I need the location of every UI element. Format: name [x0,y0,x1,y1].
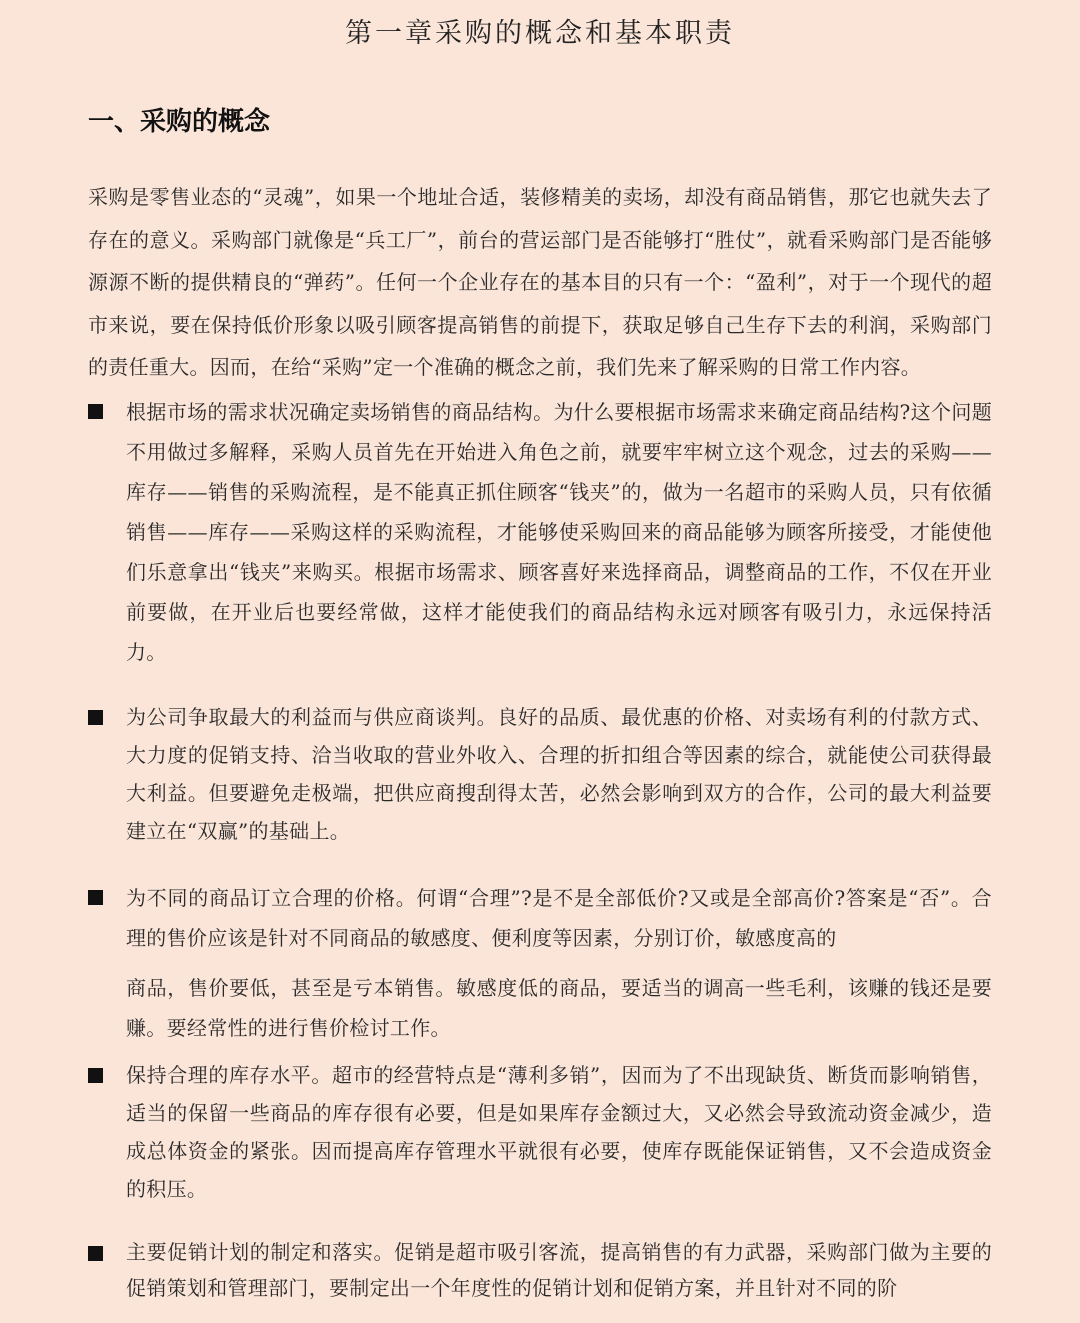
document-title: 第一章采购的概念和基本职责 [345,18,735,49]
duties-list [88,392,992,1306]
section-heading: 一、采购的概念 [88,107,271,137]
list-item [88,1234,992,1306]
list-item [88,1056,992,1208]
list-item [88,698,992,850]
intro-paragraph: 采购是零售业态的“灵魂”，如果一个地址合适，装修精美的卖场，却没有商品销售，那它也就失去了存在的意义。采购部门就像是“兵工厂”，前台的营运部门是否能够打“胜仗”，就看采购部门是否能够源源不断的提供精良的“弹药”。任何一个企业存在的基本目的只有一个：“盈利”，对于一个现代的超市来说，要在保持低价形象以吸引顾客提高销售的前提下，获取足够自己生存下去的利润，采购部门的责任重大。因而，在给“采购”定一个准确的概念之前，我们先来了解采购的日常工作内容。 [88,185,992,379]
black-square-bullet-icon [88,1068,103,1083]
black-square-bullet-icon [88,1246,103,1261]
line-gap [126,958,992,968]
black-square-bullet-icon [88,404,103,419]
list-item-text: 主要促销计划的制定和落实。促销是超市吸引客流，提高销售的有力武器，采购部门做为主要的促销策划和管理部门，要制定出一个年度性的促销计划和促销方案，并且针对不同的阶 [126,1239,992,1300]
list-item-text: 为公司争取最大的利益而与供应商谈判。良好的品质、最优惠的价格、对卖场有利的付款方式、大力度的促销支持、洽当收取的营业外收入、合理的折扣组合等因素的综合，就能使公司获得最大利益。但要避免走极端，把供应商搜刮得太苦，必然会影响到双方的合作，公司的最大利益要建立在“双赢”的基础上。 [126,704,992,843]
list-item [88,392,992,672]
black-square-bullet-icon [88,710,103,725]
list-item-text: 根据市场的需求状况确定卖场销售的商品结构。为什么要根据市场需求来确定商品结构?这个问题不用做过多解释，采购人员首先在开始进入角色之前，就要牢牢树立这个观念，过去的采购——库存——销售的采购流程，是不能真正抓住顾客“钱夹”的，做为一名超市的采购人员，只有依循销售——库存——采购这样的采购流程，才能够使采购回来的商品能够为顾客所接受，才能使他们乐意拿出“钱夹”来购买。根据市场需求、顾客喜好来选择商品，调整商品的工作，不仅在开业前要做，在开业后也要经常做，这样才能使我们的商品结构永远对顾客有吸引力，永远保持活力。 [126,399,992,664]
list-item [88,878,992,1048]
list-item-text: 保持合理的库存水平。超市的经营特点是“薄利多销”，因而为了不出现缺货、断货而影响销售，适当的保留一些商品的库存很有必要，但是如果库存金额过大，又必然会导致流动资金减少，造成总体资金的紧张。因而提高库存管理水平就很有必要，使库存既能保证销售，又不会造成资金的积压。 [126,1062,992,1201]
black-square-bullet-icon [88,890,103,905]
list-item-text-continued: 商品，售价要低，甚至是亏本销售。敏感度低的商品，要适当的调高一些毛利，该赚的钱还是要赚。要经常性的进行售价检讨工作。 [126,975,992,1040]
list-item-text: 为不同的商品订立合理的价格。何谓“合理”?是不是全部低价?又或是全部高价?答案是“否”。合理的售价应该是针对不同商品的敏感度、便利度等因素，分别订价，敏感度高的 [126,885,992,950]
